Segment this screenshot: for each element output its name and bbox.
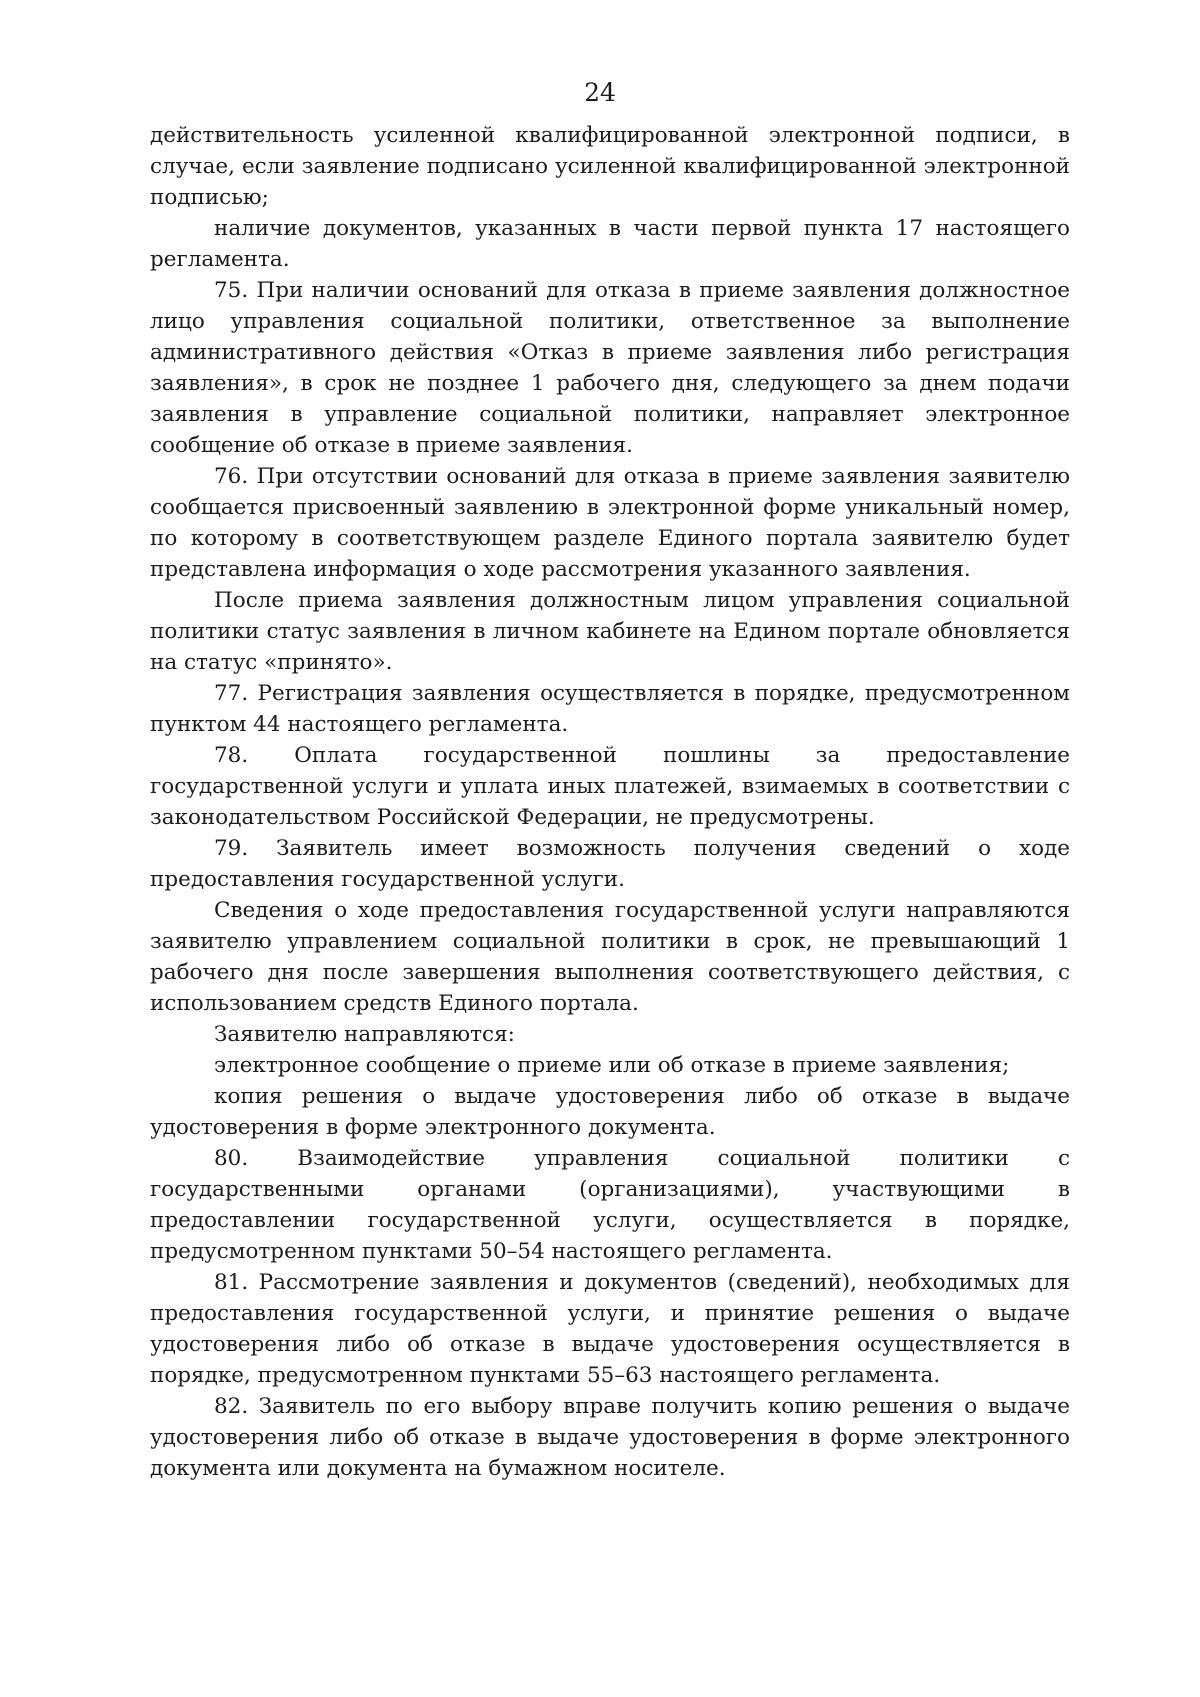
paragraph: действительность усиленной квалифицированной электронной подписи, в случае, если заявление подписано усиленной квалифицированной электронной подписью; (150, 123, 1070, 210)
paragraph: копия решения о выдаче удостоверения либо об отказе в выдаче удостоверения в форме электронного документа. (150, 1084, 1070, 1140)
paragraph: Сведения о ходе предоставления государственной услуги направляются заявителю управлением социальной политики в срок, не превышающий 1 рабочего дня после завершения выполнения соответствующего действия, с использованием средств Единого портала. (150, 898, 1070, 1016)
paragraph: электронное сообщение о приеме или об отказе в приеме заявления; (214, 1053, 1010, 1078)
paragraph: После приема заявления должностным лицом управления социальной политики статус заявления в личном кабинете на Едином портале обновляется на статус «принято». (150, 588, 1070, 675)
paragraph: 82. Заявитель по его выбору вправе получить копию решения о выдаче удостоверения либо об отказе в выдаче удостоверения в форме электронного документа или документа на бумажном носителе. (150, 1394, 1070, 1481)
paragraph: наличие документов, указанных в части первой пункта 17 настоящего регламента. (150, 216, 1070, 272)
paragraph: 79. Заявитель имеет возможность получения сведений о ходе предоставления государственной услуги. (150, 836, 1070, 892)
paragraph: 80. Взаимодействие управления социальной политики с государственными органами (организациями), участвующими в предоставлении государственной услуги, осуществляется в порядке, предусмотренном пунктами 50–54 настоящего регламента. (150, 1146, 1070, 1264)
paragraph: 78. Оплата государственной пошлины за предоставление государственной услуги и уплата иных платежей, взимаемых в соответствии с законодательством Российской Федерации, не предусмотрены. (150, 743, 1070, 830)
paragraph: 77. Регистрация заявления осуществляется в порядке, предусмотренном пунктом 44 настоящего регламента. (150, 681, 1070, 737)
paragraph: Заявителю направляются: (214, 1022, 515, 1047)
paragraph: 75. При наличии оснований для отказа в приеме заявления должностное лицо управления социальной политики, ответственное за выполнение административного действия «Отказ в приеме заявления либо регистрация заявления», в срок не позднее 1 рабочего дня, следующего за днем подачи заявления в управление социальной политики, направляет электронное сообщение об отказе в приеме заявления. (150, 278, 1070, 458)
paragraph: 81. Рассмотрение заявления и документов (сведений), необходимых для предоставления государственной услуги, и принятие решения о выдаче удостоверения либо об отказе в выдаче удостоверения осуществляется в порядке, предусмотренном пунктами 55–63 настоящего регламента. (150, 1270, 1070, 1388)
document-body (150, 120, 1070, 1484)
page-number: 24 (584, 78, 616, 107)
paragraph: 76. При отсутствии оснований для отказа в приеме заявления заявителю сообщается присвоенный заявлению в электронной форме уникальный номер, по которому в соответствующем разделе Единого портала заявителю будет представлена информация о ходе рассмотрения указанного заявления. (150, 464, 1070, 582)
